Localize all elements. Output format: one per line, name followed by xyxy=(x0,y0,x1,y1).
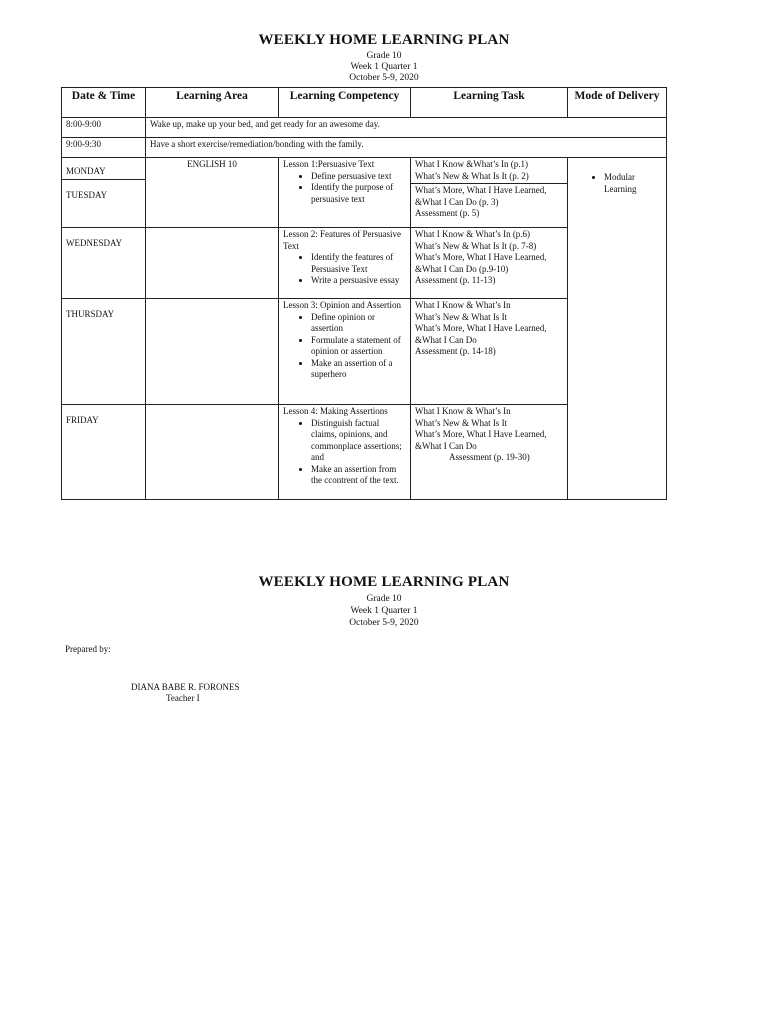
task-line: What’s More, What I Have Learned, &What I Can Do xyxy=(415,323,547,345)
competency-cell xyxy=(279,158,411,228)
day-friday: FRIDAY xyxy=(66,415,99,425)
task-line: Assessment (p. 11-13) xyxy=(415,275,496,285)
task-line: What’s New & What Is It (p. 7-8) xyxy=(415,240,537,251)
lesson-title: Lesson 2: Features of Persuasive Text xyxy=(283,229,401,251)
day-cell xyxy=(62,299,146,405)
mode-of-delivery-cell xyxy=(568,158,667,500)
task-line: Assessment (p. 14-18) xyxy=(415,346,496,356)
competency-item: • Formulate a statement of opinion or assertion xyxy=(311,335,406,358)
date-label-2: October 5-9, 2020 xyxy=(349,618,419,628)
table-row xyxy=(62,138,667,158)
lesson-title: Lesson 4: Making Assertions xyxy=(283,406,388,416)
competency-item: • Make an assertion from the ccontrent of the text. xyxy=(311,464,406,487)
day-wednesday: WEDNESDAY xyxy=(66,238,123,248)
date-label: October 5-9, 2020 xyxy=(349,73,419,83)
col-header-learning-task: Learning Task xyxy=(411,88,568,118)
learning-area-cell xyxy=(146,405,279,500)
learning-area-cell xyxy=(146,228,279,299)
task-line: What I Know &What’s In (p.1) xyxy=(415,159,528,169)
competency-cell xyxy=(279,299,411,405)
learning-plan-table xyxy=(61,87,667,500)
time-cell: 8:00-9:00 xyxy=(62,118,146,138)
competency-cell xyxy=(279,405,411,500)
competency-item: • Define opinion or assertion xyxy=(311,312,406,335)
task-line: What’s More, What I Have Learned, &What I Can Do xyxy=(415,429,547,451)
teacher-position: Teacher I xyxy=(166,693,200,703)
lesson-title: Lesson 3: Opinion and Assertion xyxy=(283,300,401,310)
col-header-learning-area: Learning Area xyxy=(146,88,279,118)
task-line: What I Know & What’s In (p.6) xyxy=(415,229,531,239)
activity-cell: Wake up, make up your bed, and get ready for an awesome day. xyxy=(146,118,667,138)
col-header-learning-competency: Learning Competency xyxy=(279,88,411,118)
task-line: Assessment (p. 5) xyxy=(415,208,480,218)
competency-item: • Distinguish factual claims, opinions, and commonplace assertions; and xyxy=(311,418,406,464)
task-line: What’s More, What I Have Learned, &What I Can Do (p.9-10) xyxy=(415,252,547,274)
task-line: What I Know & What’s In xyxy=(415,406,511,416)
prepared-by-label: Prepared by: xyxy=(65,644,111,654)
task-cell xyxy=(411,228,568,299)
competency-cell xyxy=(279,228,411,299)
task-line: What I Know & What’s In xyxy=(415,300,511,310)
task-line: What’s New & What Is It xyxy=(415,311,508,322)
day-tuesday: TUESDAY xyxy=(66,190,108,200)
grade-label-2: Grade 10 xyxy=(366,594,402,604)
competency-item: • Write a persuasive essay xyxy=(311,275,406,287)
day-cell xyxy=(62,228,146,299)
col-header-date-time: Date & Time xyxy=(62,88,146,118)
day-thursday: THURSDAY xyxy=(66,309,115,319)
mode-item: • Modular Learning xyxy=(604,172,662,195)
table-row xyxy=(62,118,667,138)
task-line: What’s More, What I Have Learned, &What I Can Do (p. 3) xyxy=(415,185,547,207)
plan-title: WEEKLY HOME LEARNING PLAN xyxy=(258,32,510,48)
week-label: Week 1 Quarter 1 xyxy=(350,62,418,72)
col-header-mode-of-delivery: Mode of Delivery xyxy=(568,88,667,118)
learning-area-cell: ENGLISH 10 xyxy=(146,158,279,228)
table-header-row xyxy=(62,88,667,118)
day-cell xyxy=(62,158,146,228)
competency-item: • Identify the purpose of persuasive text xyxy=(311,182,406,205)
task-cell xyxy=(411,299,568,405)
day-monday: MONDAY xyxy=(62,158,145,180)
day-cell xyxy=(62,405,146,500)
task-line: Assessment (p. 19-30) xyxy=(449,452,530,462)
learning-area-cell xyxy=(146,299,279,405)
time-cell: 9:00-9:30 xyxy=(62,138,146,158)
competency-item: • Define persuasive text xyxy=(311,171,406,183)
task-line: What’s New & What Is It (p. 2) xyxy=(415,170,529,181)
task-cell xyxy=(411,158,568,228)
task-line: What’s New & What Is It xyxy=(415,417,508,428)
competency-item: • Identify the features of Persuasive Text xyxy=(311,252,406,275)
competency-item: • Make an assertion of a superhero xyxy=(311,358,406,381)
table-row xyxy=(62,158,667,228)
task-cell xyxy=(411,405,568,500)
teacher-name: DIANA BABE R. FORONES xyxy=(131,682,240,692)
lesson-title: Lesson 1:Persuasive Text xyxy=(283,159,375,169)
grade-label: Grade 10 xyxy=(366,51,402,61)
plan-title-2: WEEKLY HOME LEARNING PLAN xyxy=(258,574,510,590)
week-label-2: Week 1 Quarter 1 xyxy=(350,606,418,616)
activity-cell: Have a short exercise/remediation/bonding with the family. xyxy=(146,138,667,158)
